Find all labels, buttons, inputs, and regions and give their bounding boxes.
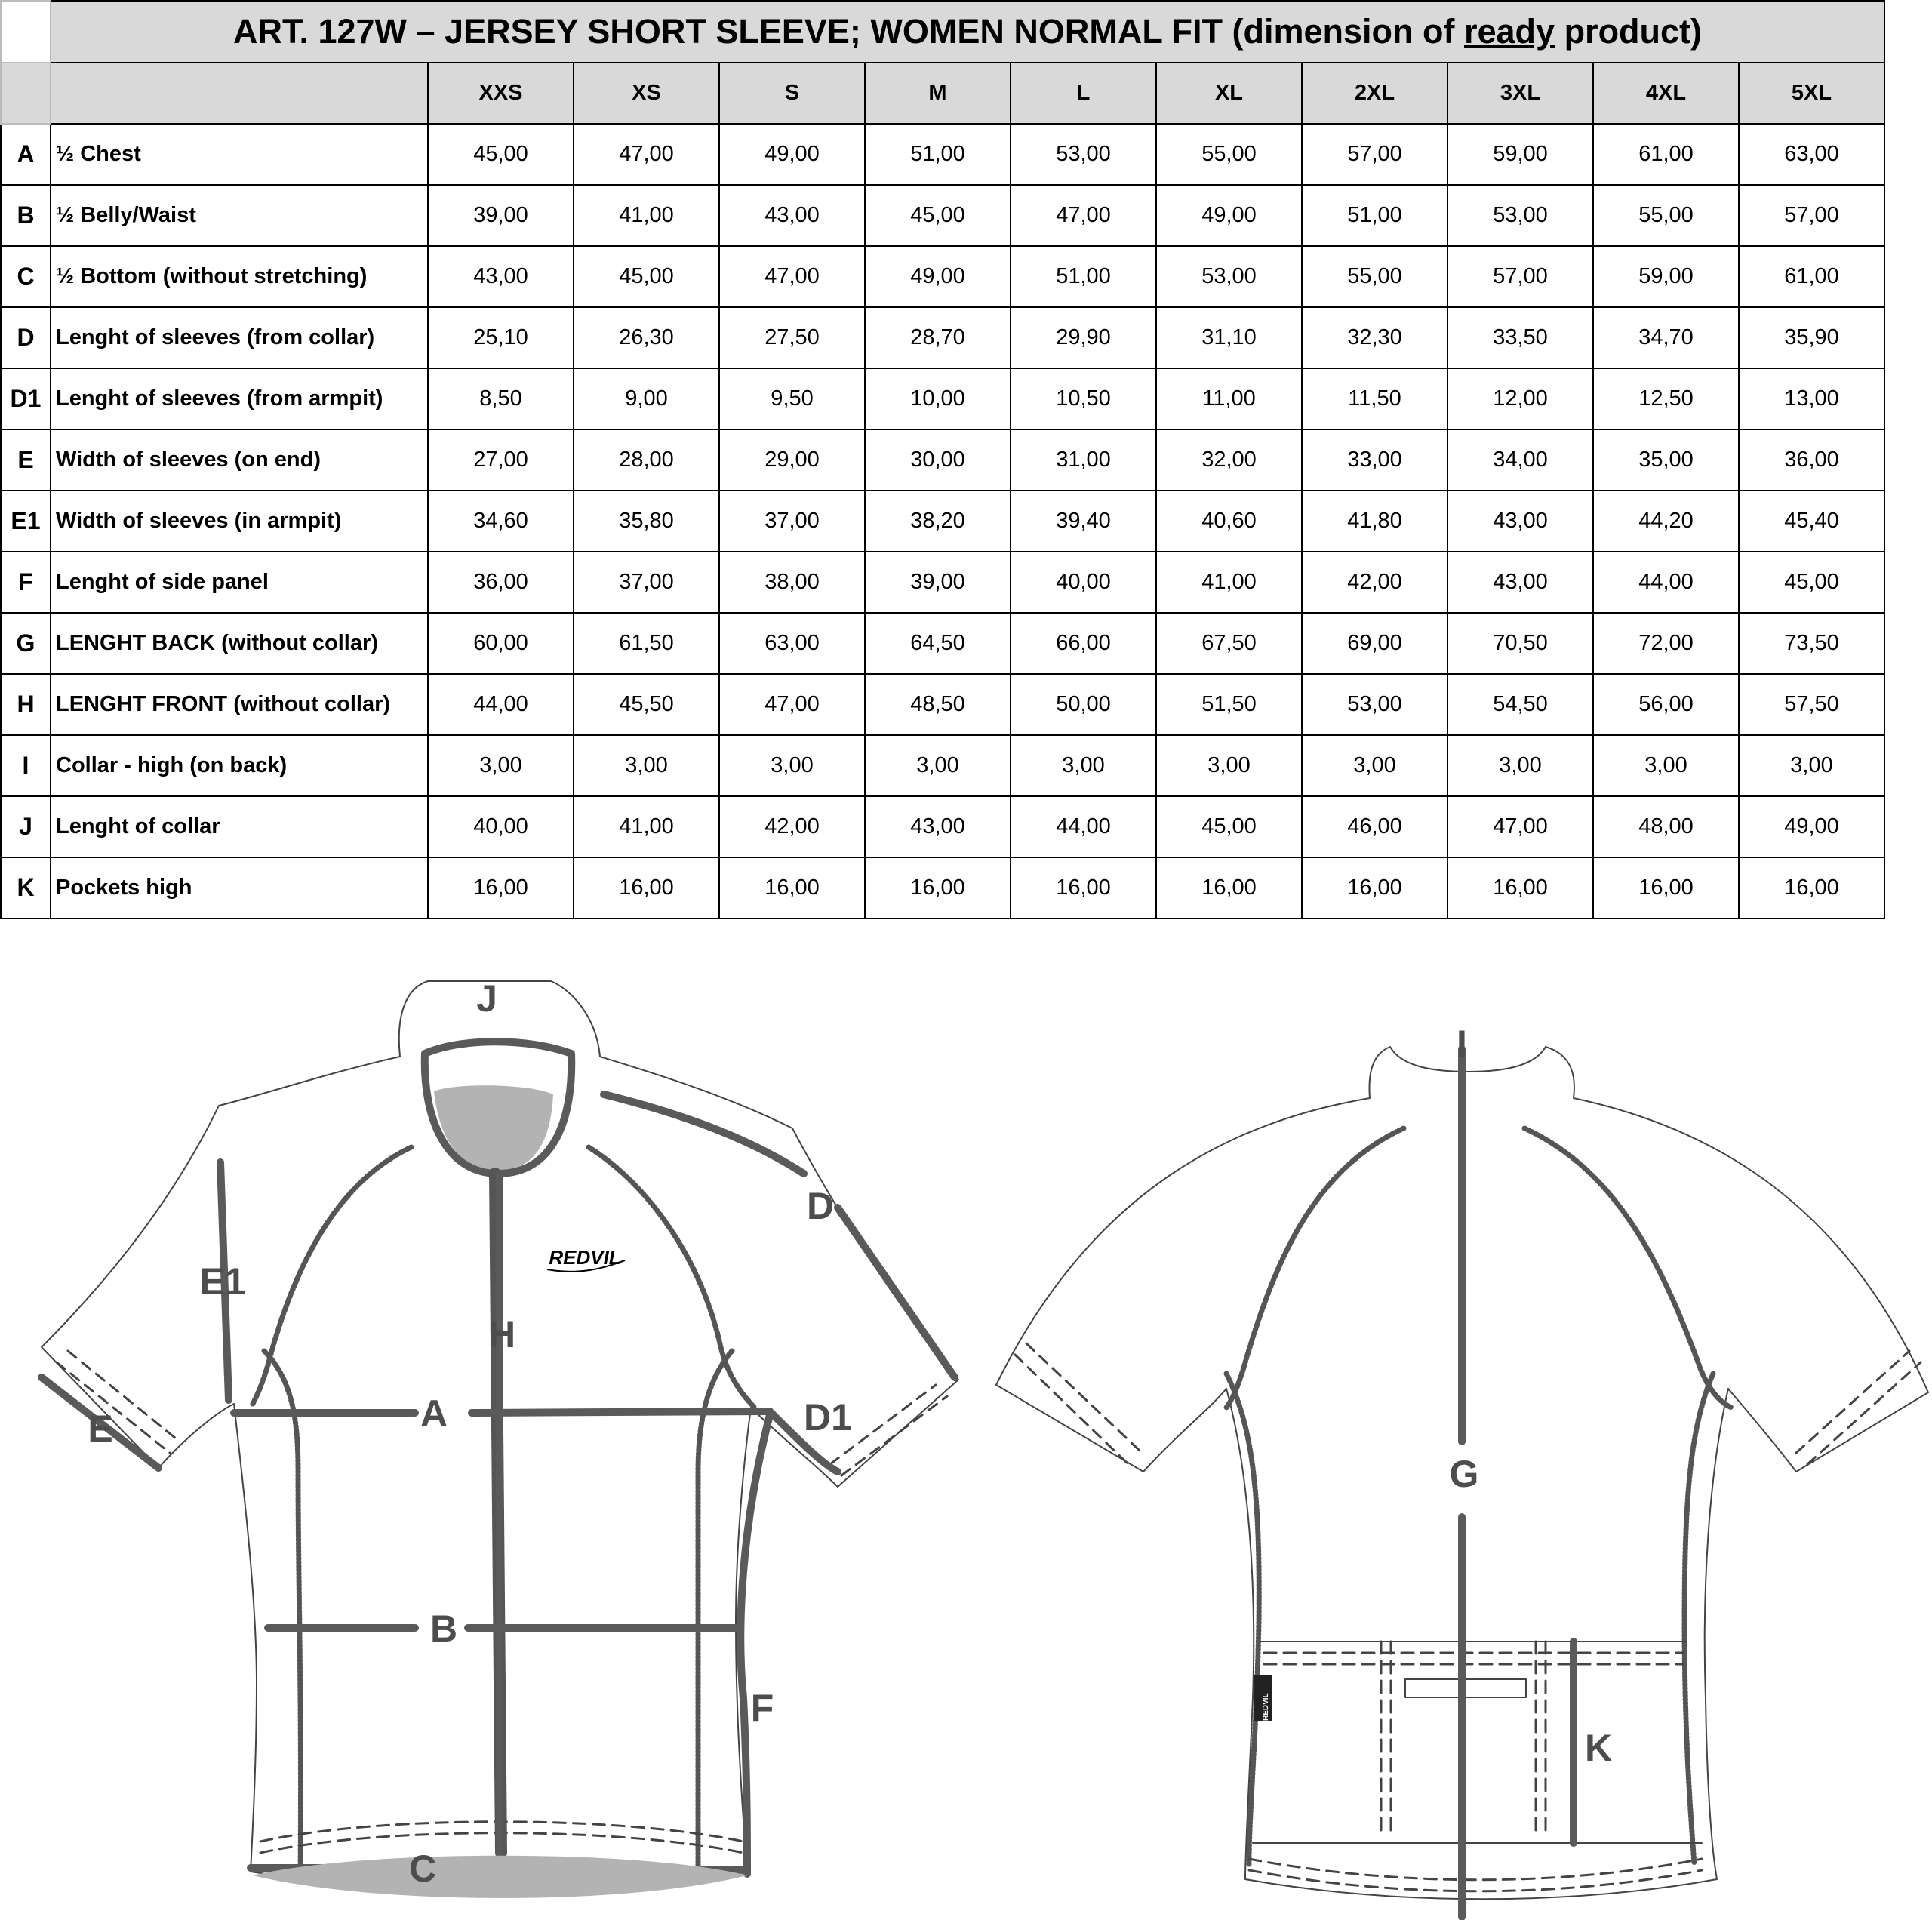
row-label: Lenght of collar (51, 796, 428, 857)
table-cell: 41,00 (574, 796, 719, 857)
table-cell: 34,00 (1447, 429, 1593, 491)
table-cell: 28,70 (865, 307, 1011, 368)
table-cell: 39,00 (428, 185, 574, 246)
table-cell: 38,20 (865, 491, 1011, 552)
table-cell: 3,00 (1156, 735, 1302, 796)
table-cell: 70,50 (1447, 613, 1593, 674)
size-header-xs: XS (574, 63, 719, 124)
table-cell: 42,00 (719, 796, 865, 857)
row-label: LENGHT BACK (without collar) (51, 613, 428, 674)
table-cell: 10,50 (1011, 368, 1156, 429)
table-cell: 45,00 (1739, 552, 1884, 613)
row-code: E1 (1, 491, 51, 552)
row-code: A (1, 124, 51, 185)
table-cell: 28,00 (574, 429, 719, 491)
table-cell: 49,00 (1156, 185, 1302, 246)
table-row (1, 674, 1884, 735)
table-cell: 50,00 (1011, 674, 1156, 735)
measure-d-line-2 (838, 1208, 955, 1377)
table-cell: 3,00 (719, 735, 865, 796)
table-row (1, 246, 1884, 307)
row-code: G (1, 613, 51, 674)
front-view (42, 981, 958, 1898)
table-cell: 40,60 (1156, 491, 1302, 552)
table-cell: 3,00 (1593, 735, 1739, 796)
measure-f-line (740, 1415, 770, 1874)
table-cell: 47,00 (719, 674, 865, 735)
table-cell: 12,50 (1593, 368, 1739, 429)
table-cell: 31,00 (1011, 429, 1156, 491)
table-cell: 43,00 (1447, 552, 1593, 613)
table-cell: 16,00 (719, 857, 865, 918)
table-cell: 43,00 (1447, 491, 1593, 552)
table-cell: 27,00 (428, 429, 574, 491)
front-raglan-right (589, 1147, 755, 1408)
title-suffix: product) (1555, 12, 1703, 51)
table-cell: 12,00 (1447, 368, 1593, 429)
row-code: D (1, 307, 51, 368)
label-a: A (420, 1392, 448, 1435)
table-cell: 40,00 (1011, 552, 1156, 613)
table-cell: 16,00 (1156, 857, 1302, 918)
size-header-5xl: 5XL (1739, 63, 1884, 124)
table-cell: 34,70 (1593, 307, 1739, 368)
table-cell: 64,50 (865, 613, 1011, 674)
chart-title (51, 1, 1884, 63)
table-row (1, 307, 1884, 368)
table-cell: 16,00 (1593, 857, 1739, 918)
size-chart-table (0, 0, 1885, 919)
table-cell: 45,50 (574, 674, 719, 735)
table-cell: 67,50 (1156, 613, 1302, 674)
table-cell: 51,00 (865, 124, 1011, 185)
table-cell: 35,80 (574, 491, 719, 552)
table-row (1, 368, 1884, 429)
row-label: Width of sleeves (in armpit) (51, 491, 428, 552)
table-row (1, 429, 1884, 491)
table-cell: 45,00 (1156, 796, 1302, 857)
table-cell: 3,00 (865, 735, 1011, 796)
table-cell: 57,00 (1302, 124, 1447, 185)
title-prefix: ART. 127W – JERSEY SHORT SLEEVE; WOMEN NORMAL FIT (dimension of (232, 12, 1464, 51)
table-row (1, 185, 1884, 246)
table-cell: 55,00 (1302, 246, 1447, 307)
back-left-cuff-dash (1015, 1343, 1140, 1464)
table-cell: 51,00 (1302, 185, 1447, 246)
label-d1: D1 (804, 1396, 852, 1438)
table-cell: 61,00 (1739, 246, 1884, 307)
back-logo: REDVIL (1262, 1693, 1270, 1721)
table-cell: 56,00 (1593, 674, 1739, 735)
table-cell: 16,00 (574, 857, 719, 918)
table-cell: 37,00 (719, 491, 865, 552)
row-code: H (1, 674, 51, 735)
table-cell: 53,00 (1156, 246, 1302, 307)
table-cell: 49,00 (1739, 796, 1884, 857)
table-cell: 41,80 (1302, 491, 1447, 552)
table-cell: 45,00 (574, 246, 719, 307)
front-logo: REDVIL (549, 1246, 621, 1269)
table-cell: 59,00 (1593, 246, 1739, 307)
title-row (1, 1, 1884, 63)
table-cell: 16,00 (1011, 857, 1156, 918)
pocket-divider-1 (1381, 1642, 1391, 1838)
label-k: K (1584, 1727, 1613, 1769)
table-cell: 29,00 (719, 429, 865, 491)
table-cell: 36,00 (428, 552, 574, 613)
table-row (1, 613, 1884, 674)
table-cell: 43,00 (719, 185, 865, 246)
table-cell: 44,20 (1593, 491, 1739, 552)
size-header-l: L (1011, 63, 1156, 124)
size-header-4xl: 4XL (1593, 63, 1739, 124)
size-header-3xl: 3XL (1447, 63, 1593, 124)
label-j: J (476, 977, 497, 1020)
table-cell: 41,00 (574, 185, 719, 246)
table-cell: 49,00 (865, 246, 1011, 307)
row-label: ½ Bottom (without stretching) (51, 246, 428, 307)
table-cell: 53,00 (1302, 674, 1447, 735)
table-cell: 59,00 (1447, 124, 1593, 185)
row-code: J (1, 796, 51, 857)
table-cell: 3,00 (1447, 735, 1593, 796)
row-label: Collar - high (on back) (51, 735, 428, 796)
table-cell: 3,00 (428, 735, 574, 796)
table-cell: 43,00 (865, 796, 1011, 857)
table-cell: 36,00 (1739, 429, 1884, 491)
table-cell: 45,00 (428, 124, 574, 185)
table-cell: 39,00 (865, 552, 1011, 613)
back-raglan-right (1524, 1128, 1732, 1408)
table-cell: 33,50 (1447, 307, 1593, 368)
size-header-2xl: 2XL (1302, 63, 1447, 124)
row-code: D1 (1, 368, 51, 429)
label-d: D (806, 1185, 835, 1227)
pocket-divider-2 (1536, 1642, 1546, 1838)
label-e1: E1 (199, 1260, 246, 1303)
row-label: ½ Belly/Waist (51, 185, 428, 246)
table-cell: 34,60 (428, 491, 574, 552)
row-label: Lenght of sleeves (from armpit) (51, 368, 428, 429)
table-cell: 63,00 (1739, 124, 1884, 185)
row-code: E (1, 429, 51, 491)
table-cell: 47,00 (719, 246, 865, 307)
corner-cell (1, 1, 51, 63)
table-cell: 11,50 (1302, 368, 1447, 429)
table-row (1, 552, 1884, 613)
table-cell: 30,00 (865, 429, 1011, 491)
table-cell: 35,00 (1593, 429, 1739, 491)
row-code: F (1, 552, 51, 613)
table-cell: 37,00 (574, 552, 719, 613)
table-cell: 3,00 (574, 735, 719, 796)
corner-cell (1, 63, 51, 124)
table-cell: 31,10 (1156, 307, 1302, 368)
table-cell: 26,30 (574, 307, 719, 368)
table-row (1, 491, 1884, 552)
size-header-xl: XL (1156, 63, 1302, 124)
table-cell: 42,00 (1302, 552, 1447, 613)
size-header-xxs: XXS (428, 63, 574, 124)
table-cell: 40,00 (428, 796, 574, 857)
table-cell: 16,00 (1302, 857, 1447, 918)
front-hem-shadow (253, 1856, 747, 1898)
label-b: B (429, 1608, 458, 1650)
label-f: F (750, 1687, 774, 1729)
front-side-panel-right (698, 1351, 732, 1872)
row-label: Pockets high (51, 857, 428, 918)
table-cell: 29,90 (1011, 307, 1156, 368)
label-c: C (408, 1848, 437, 1890)
table-cell: 61,00 (1593, 124, 1739, 185)
row-label: ½ Chest (51, 124, 428, 185)
table-cell: 48,00 (1593, 796, 1739, 857)
table-cell: 16,00 (1739, 857, 1884, 918)
table-cell: 53,00 (1447, 185, 1593, 246)
back-hem-dash (1249, 1859, 1702, 1891)
table-row (1, 124, 1884, 185)
table-row (1, 857, 1884, 918)
table-cell: 3,00 (1739, 735, 1884, 796)
size-header-m: M (865, 63, 1011, 124)
table-cell: 43,00 (428, 246, 574, 307)
table-cell: 60,00 (428, 613, 574, 674)
table-cell: 47,00 (1011, 185, 1156, 246)
table-cell: 41,00 (1156, 552, 1302, 613)
table-cell: 45,00 (865, 185, 1011, 246)
table-cell: 57,00 (1739, 185, 1884, 246)
table-cell: 73,50 (1739, 613, 1884, 674)
table-cell: 72,00 (1593, 613, 1739, 674)
row-code: B (1, 185, 51, 246)
table-cell: 32,00 (1156, 429, 1302, 491)
size-header-s: S (719, 63, 865, 124)
table-cell: 44,00 (428, 674, 574, 735)
table-cell: 55,00 (1593, 185, 1739, 246)
label-g: G (1449, 1453, 1479, 1495)
label-i: I (1457, 1023, 1467, 1065)
row-label: LENGHT FRONT (without collar) (51, 674, 428, 735)
pocket-dash (1264, 1653, 1683, 1664)
table-cell: 25,10 (428, 307, 574, 368)
table-cell: 66,00 (1011, 613, 1156, 674)
table-cell: 39,40 (1011, 491, 1156, 552)
table-cell: 45,40 (1739, 491, 1884, 552)
table-cell: 9,50 (719, 368, 865, 429)
table-cell: 10,00 (865, 368, 1011, 429)
row-code: K (1, 857, 51, 918)
table-cell: 51,50 (1156, 674, 1302, 735)
table-cell: 47,00 (574, 124, 719, 185)
label-h: H (488, 1313, 516, 1355)
table-cell: 53,00 (1011, 124, 1156, 185)
size-header-row (1, 63, 1884, 124)
row-label: Lenght of side panel (51, 552, 428, 613)
measure-d-line (604, 1094, 804, 1174)
table-cell: 44,00 (1593, 552, 1739, 613)
table-cell: 11,00 (1156, 368, 1302, 429)
back-raglan-left (1226, 1128, 1404, 1408)
row-label: Width of sleeves (on end) (51, 429, 428, 491)
table-cell: 48,50 (865, 674, 1011, 735)
table-cell: 16,00 (1447, 857, 1593, 918)
front-side-panel-left (264, 1351, 300, 1872)
label-header-cell (51, 63, 428, 124)
row-code: I (1, 735, 51, 796)
table-cell: 46,00 (1302, 796, 1447, 857)
table-cell: 3,00 (1011, 735, 1156, 796)
table-cell: 35,90 (1739, 307, 1884, 368)
table-cell: 16,00 (428, 857, 574, 918)
table-cell: 8,50 (428, 368, 574, 429)
table-cell: 57,50 (1739, 674, 1884, 735)
table-row (1, 796, 1884, 857)
label-e: E (88, 1408, 113, 1450)
table-cell: 33,00 (1302, 429, 1447, 491)
jersey-drawings (0, 943, 1932, 1920)
table-cell: 63,00 (719, 613, 865, 674)
table-cell: 49,00 (719, 124, 865, 185)
row-code: C (1, 246, 51, 307)
row-label: Lenght of sleeves (from collar) (51, 307, 428, 368)
table-cell: 47,00 (1447, 796, 1593, 857)
table-cell: 16,00 (865, 857, 1011, 918)
table-cell: 38,00 (719, 552, 865, 613)
table-cell: 13,00 (1739, 368, 1884, 429)
title-underlined: ready (1463, 12, 1555, 51)
table-cell: 55,00 (1156, 124, 1302, 185)
table-cell: 9,00 (574, 368, 719, 429)
table-cell: 57,00 (1447, 246, 1593, 307)
table-cell: 51,00 (1011, 246, 1156, 307)
table-row (1, 735, 1884, 796)
table-cell: 61,50 (574, 613, 719, 674)
table-cell: 3,00 (1302, 735, 1447, 796)
table-cell: 69,00 (1302, 613, 1447, 674)
table-cell: 32,30 (1302, 307, 1447, 368)
table-cell: 44,00 (1011, 796, 1156, 857)
table-cell: 27,50 (719, 307, 865, 368)
table-cell: 54,50 (1447, 674, 1593, 735)
